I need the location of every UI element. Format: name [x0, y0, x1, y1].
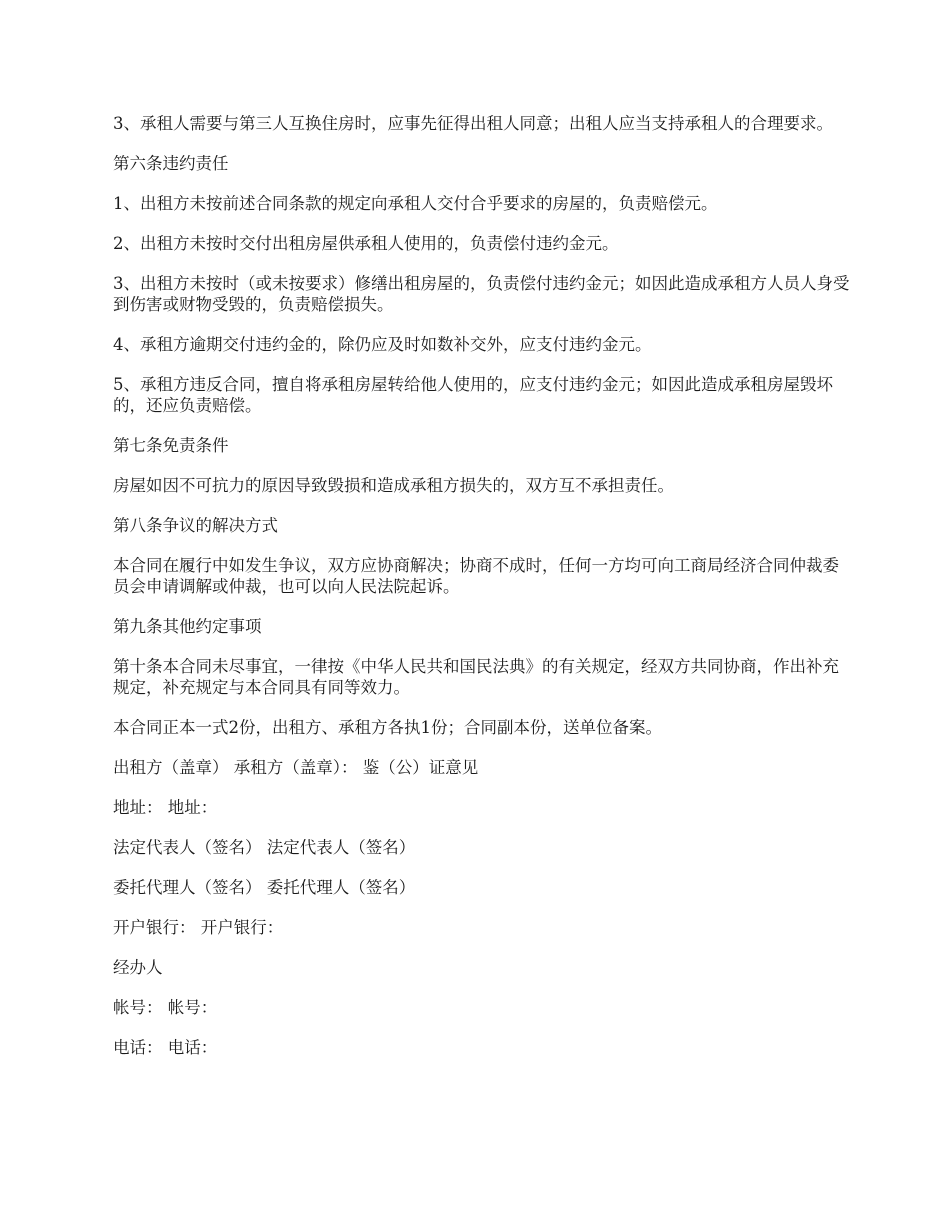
legal-representative-line: 法定代表人（签名） 法定代表人（签名） — [113, 838, 416, 857]
handler-line: 经办人 — [113, 958, 163, 977]
clause-6-item-4: 4、承租方逾期交付违约金的，除仍应及时如数补交外，应支付违约金元。 — [113, 335, 652, 354]
section-heading-breach-liability: 第六条违约责任 — [113, 154, 229, 173]
signature-parties-line: 出租方（盖章） 承租方（盖章）： 鉴（公）证意见 — [113, 758, 479, 777]
clause-5-item-3: 3、承租人需要与第三人互换住房时，应事先征得出租人同意；出租人应当支持承租人的合理要求。 — [113, 114, 833, 133]
bank-line: 开户银行： 开户银行： — [113, 918, 284, 937]
copies-statement: 本合同正本一式2份，出租方、承租方各执1份；合同副本份，送单位备案。 — [113, 718, 662, 737]
clause-8-text: 本合同在履行中如发生争议，双方应协商解决；协商不成时，任何一方均可向工商局经济合同仲裁委员会申请调解或仲裁，也可以向人民法院起诉。 — [113, 556, 839, 596]
clause-6-item-3: 3、出租方未按时（或未按要求）修缮出租房屋的，负责偿付违约金元；如因此造成承租方人员人身受到伤害或财物受毁的，负责赔偿损失。 — [113, 274, 850, 314]
clause-6-item-5: 5、承租方违反合同，擅自将承租房屋转给他人使用的，应支付违约金元；如因此造成承租房屋毁坏的，还应负责赔偿。 — [113, 375, 833, 415]
section-heading-exemption: 第七条免责条件 — [113, 436, 229, 455]
clause-10-text: 第十条本合同未尽事宜，一律按《中华人民共和国民法典》的有关规定，经双方共同协商，作出补充规定，补充规定与本合同具有同等效力。 — [113, 657, 839, 697]
section-heading-dispute-resolution: 第八条争议的解决方式 — [113, 516, 278, 535]
authorized-agent-line: 委托代理人（签名） 委托代理人（签名） — [113, 878, 416, 897]
section-heading-other-matters: 第九条其他约定事项 — [113, 617, 262, 636]
account-line: 帐号： 帐号： — [113, 998, 218, 1017]
phone-line: 电话： 电话： — [113, 1038, 218, 1057]
clause-6-item-1: 1、出租方未按前述合同条款的规定向承租人交付合乎要求的房屋的，负责赔偿元。 — [113, 194, 718, 213]
clause-6-item-2: 2、出租方未按时交付出租房屋供承租人使用的，负责偿付违约金元。 — [113, 234, 619, 253]
document-page — [113, 113, 853, 1077]
clause-7-text: 房屋如因不可抗力的原因导致毁损和造成承租方损失的，双方互不承担责任。 — [113, 476, 674, 495]
address-line: 地址： 地址： — [113, 798, 218, 817]
